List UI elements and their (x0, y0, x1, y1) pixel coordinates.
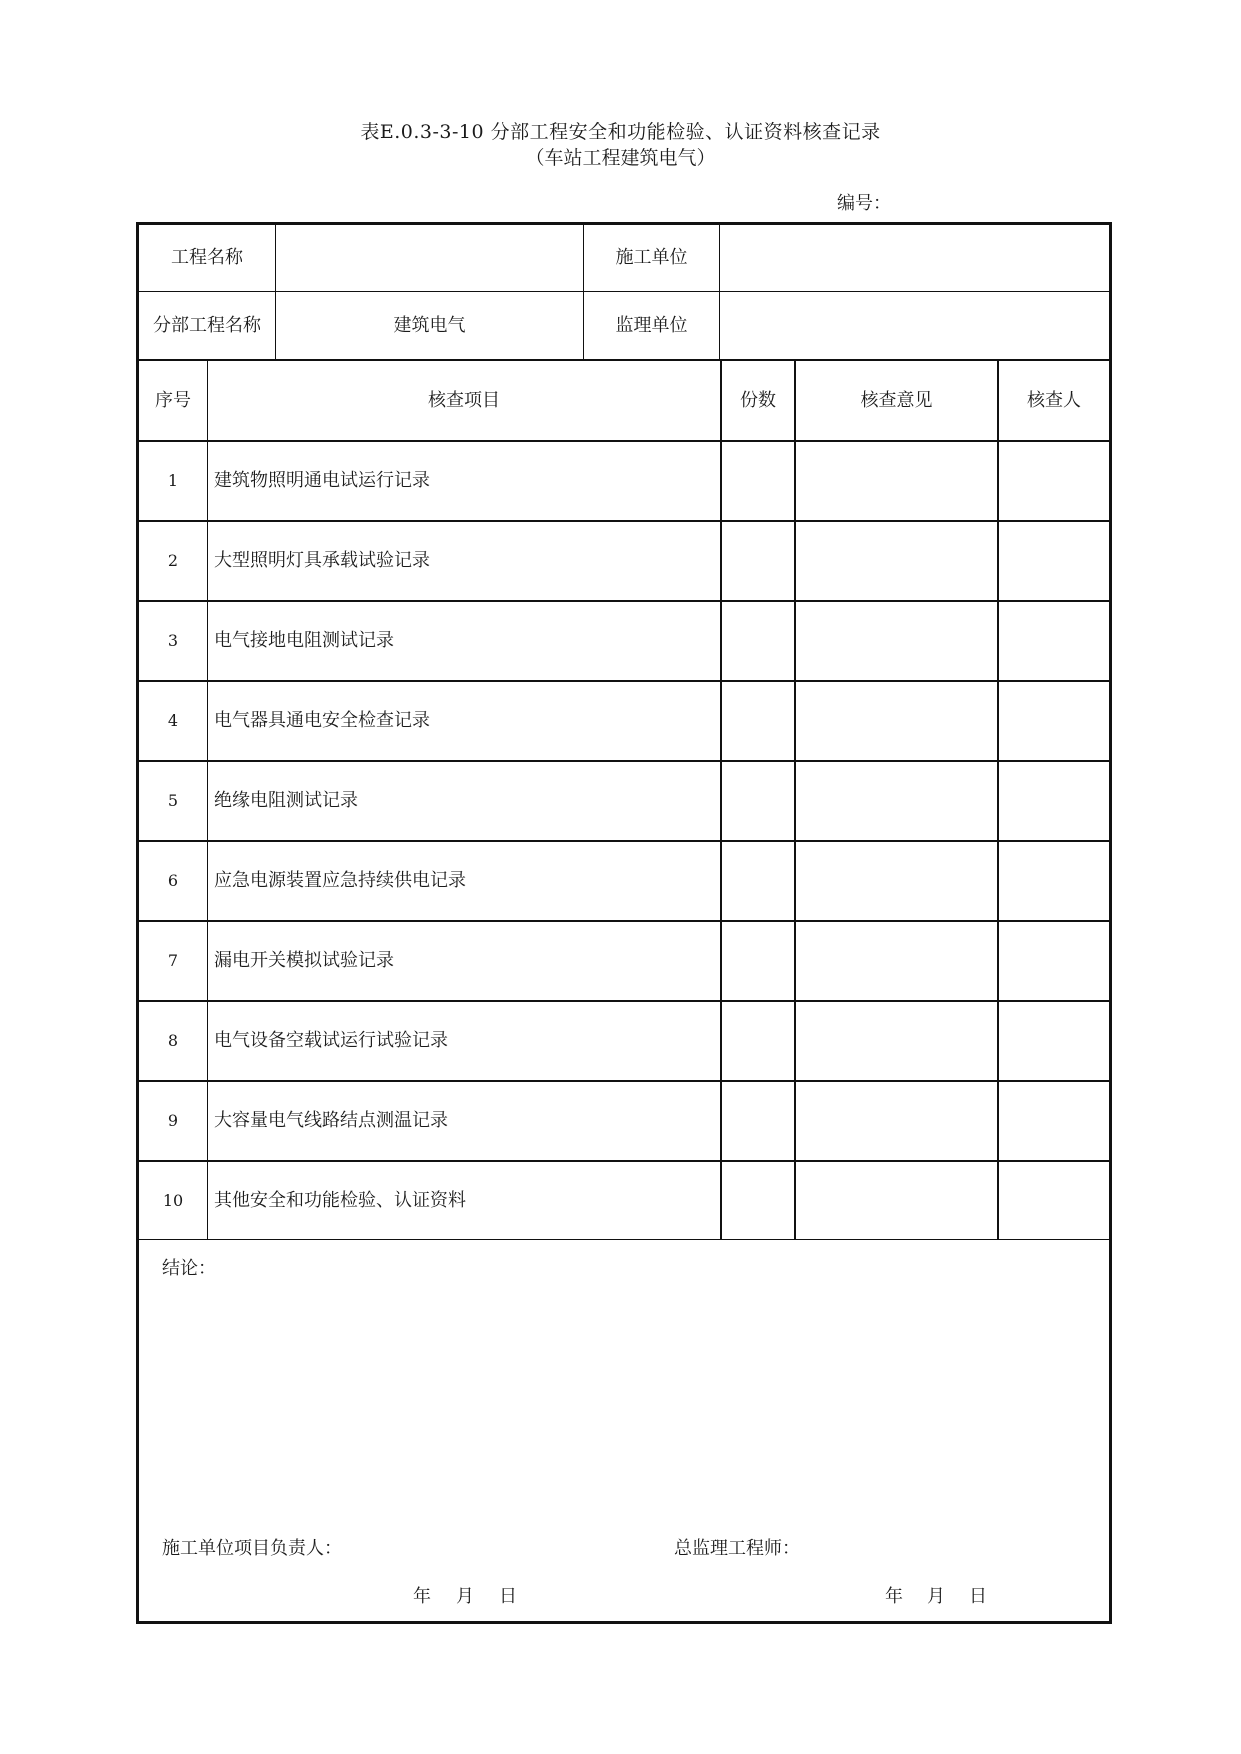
row-checker-cell[interactable] (999, 442, 1109, 520)
contractor-signature-label: 施工单位项目负责人： (162, 1538, 342, 1559)
row-item: 应急电源装置应急持续供电记录 (214, 870, 466, 891)
division-label: 分部工程名称 (153, 314, 261, 336)
column-header-checker: 核查人 (1027, 389, 1081, 411)
row-copies-cell[interactable] (722, 762, 794, 840)
row-opinion-cell[interactable] (796, 762, 997, 840)
row-seq: 9 (167, 1111, 179, 1130)
row-copies-cell[interactable] (722, 1002, 794, 1080)
project-name-value[interactable] (276, 225, 583, 291)
conclusion-label: 结论： (162, 1258, 216, 1279)
row-copies-cell[interactable] (722, 842, 794, 920)
row-checker-cell[interactable] (999, 1162, 1109, 1239)
column-header-item: 核查项目 (428, 389, 500, 411)
row-copies-cell[interactable] (722, 602, 794, 680)
row-opinion-cell[interactable] (796, 602, 997, 680)
column-header-seq: 序号 (155, 389, 191, 411)
row-opinion-cell[interactable] (796, 842, 997, 920)
division-value[interactable]: 建筑电气 (393, 314, 466, 336)
supervisor-date-year: 年 (885, 1586, 903, 1607)
row-opinion-cell[interactable] (796, 922, 997, 1000)
row-copies-cell[interactable] (722, 1162, 794, 1239)
row-opinion-cell[interactable] (796, 1082, 997, 1160)
row-checker-cell[interactable] (999, 522, 1109, 600)
row-copies-cell[interactable] (722, 1082, 794, 1160)
row-opinion-cell[interactable] (796, 442, 997, 520)
row-copies-cell[interactable] (722, 522, 794, 600)
row-checker-cell[interactable] (999, 762, 1109, 840)
row-copies-cell[interactable] (722, 682, 794, 760)
supervisor-signature-label: 总监理工程师： (674, 1538, 800, 1559)
supervisor-value[interactable] (720, 292, 1109, 359)
row-seq: 1 (167, 471, 179, 490)
row-checker-cell[interactable] (999, 1002, 1109, 1080)
contractor-date-day: 日 (499, 1586, 517, 1607)
row-opinion-cell[interactable] (796, 1002, 997, 1080)
row-seq: 4 (167, 711, 179, 730)
column-header-copies: 份数 (740, 389, 776, 411)
contractor-date-month: 月 (456, 1586, 474, 1607)
row-opinion-cell[interactable] (796, 522, 997, 600)
contractor-date-year: 年 (413, 1586, 431, 1607)
row-seq: 6 (167, 871, 179, 890)
row-seq: 7 (167, 951, 179, 970)
row-opinion-cell[interactable] (796, 1162, 997, 1239)
row-opinion-cell[interactable] (796, 682, 997, 760)
form-subtitle: （车站工程建筑电气） (525, 147, 716, 169)
row-item: 大容量电气线路结点测温记录 (214, 1110, 448, 1131)
row-copies-cell[interactable] (722, 922, 794, 1000)
row-seq: 10 (162, 1190, 184, 1210)
row-seq: 8 (167, 1031, 179, 1050)
row-checker-cell[interactable] (999, 682, 1109, 760)
row-item: 电气器具通电安全检查记录 (214, 710, 430, 731)
row-item: 大型照明灯具承载试验记录 (214, 550, 430, 571)
contractor-value[interactable] (720, 225, 1109, 291)
row-item: 建筑物照明通电试运行记录 (214, 470, 430, 491)
row-seq: 2 (167, 551, 179, 570)
row-seq: 5 (167, 791, 179, 810)
supervisor-date-month: 月 (927, 1586, 945, 1607)
project-name-label: 工程名称 (171, 247, 243, 268)
row-item: 绝缘电阻测试记录 (214, 790, 358, 811)
supervisor-date-day: 日 (969, 1586, 987, 1607)
row-checker-cell[interactable] (999, 922, 1109, 1000)
conclusion-text-area[interactable] (153, 1285, 1093, 1505)
form-title: 表E.0.3-3-10 分部工程安全和功能检验、认证资料核查记录 (360, 121, 881, 143)
column-header-opinion: 核查意见 (860, 389, 933, 411)
row-item: 其他安全和功能检验、认证资料 (214, 1189, 466, 1211)
supervisor-label: 监理单位 (615, 314, 688, 336)
row-seq: 3 (167, 631, 179, 650)
row-item: 漏电开关模拟试验记录 (214, 950, 394, 971)
row-copies-cell[interactable] (722, 442, 794, 520)
row-checker-cell[interactable] (999, 842, 1109, 920)
document-number-label: 编号： (837, 193, 891, 214)
row-checker-cell[interactable] (999, 602, 1109, 680)
row-item: 电气设备空载试运行试验记录 (214, 1030, 448, 1051)
contractor-label: 施工单位 (615, 247, 688, 268)
row-checker-cell[interactable] (999, 1082, 1109, 1160)
record-table (136, 222, 1112, 1624)
row-item: 电气接地电阻测试记录 (214, 630, 394, 651)
